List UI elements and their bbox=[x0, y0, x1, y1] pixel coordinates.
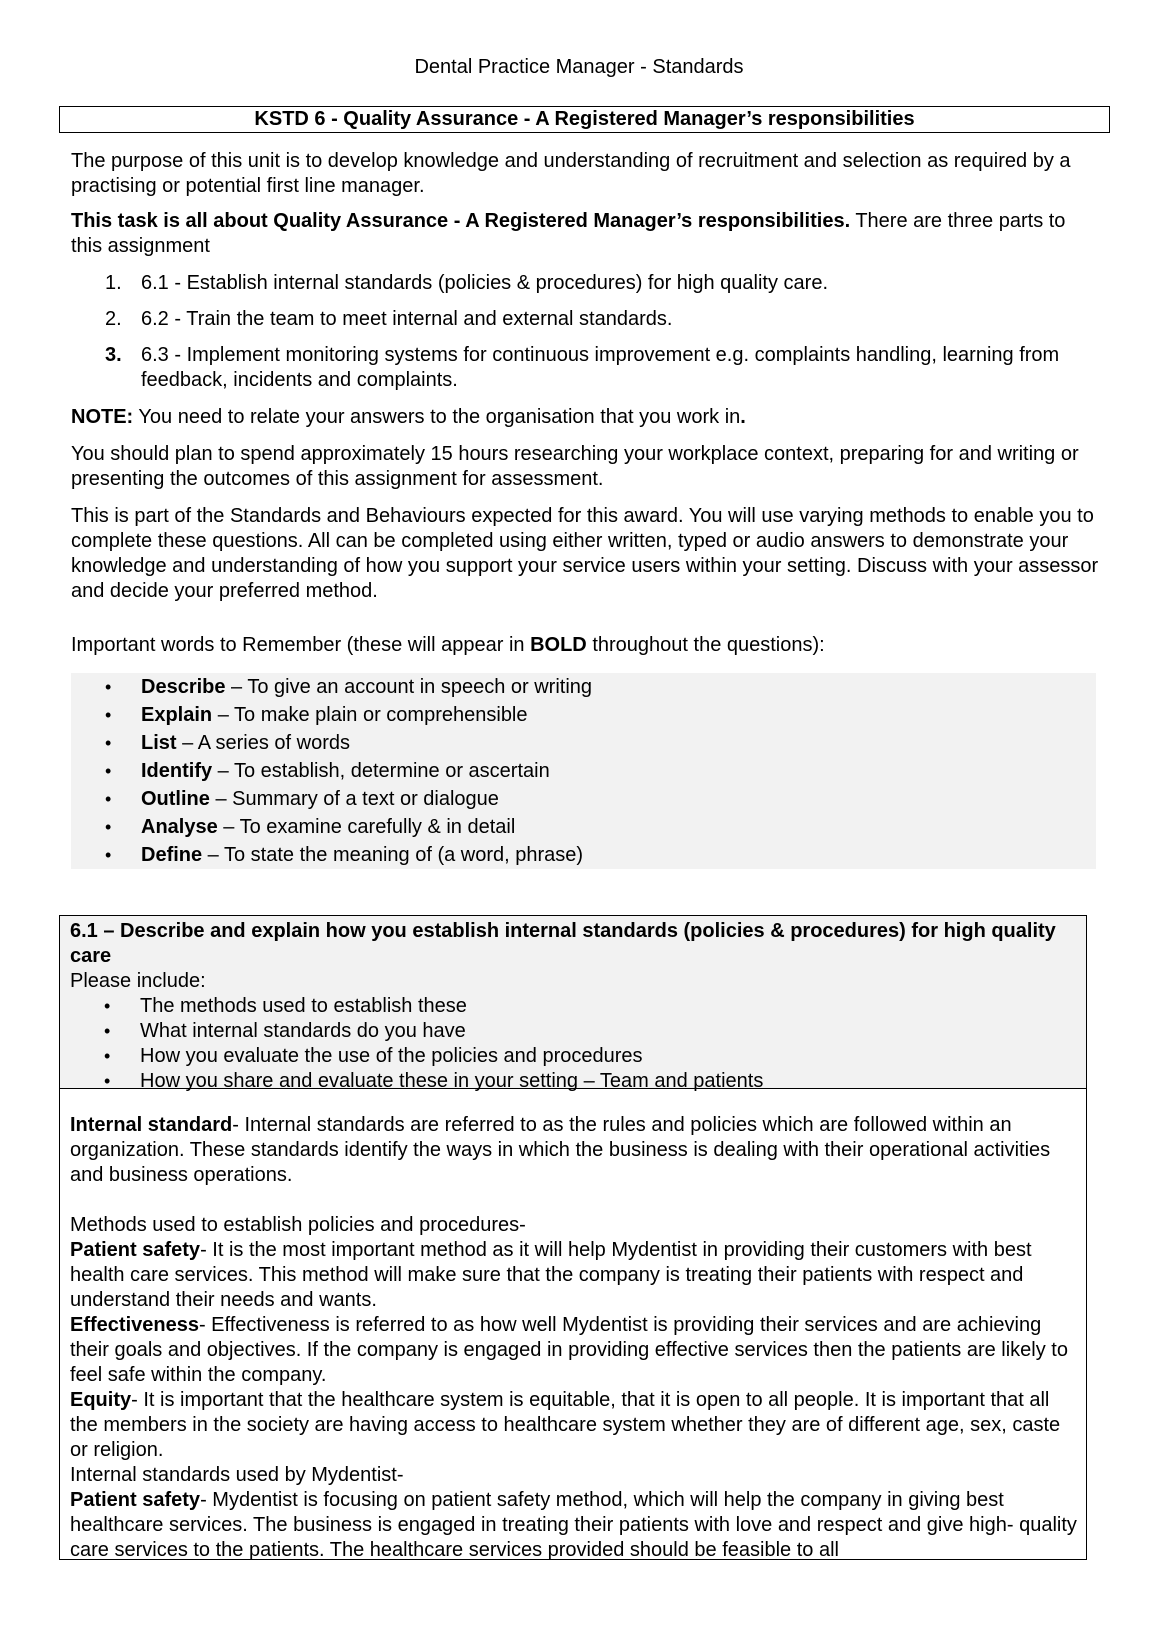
list-item bbox=[71, 813, 592, 841]
bullet-icon: • bbox=[104, 1021, 111, 1041]
purpose-paragraph bbox=[71, 149, 1101, 199]
word-definition: – To state the meaning of (a word, phrase) bbox=[202, 844, 584, 866]
word-definition: – A series of words bbox=[176, 732, 350, 754]
question-header-content bbox=[70, 919, 1075, 1094]
key-words-list bbox=[71, 673, 592, 869]
standards-paragraph bbox=[71, 504, 1101, 604]
note-end: . bbox=[740, 406, 746, 428]
question-include-label: Please include: bbox=[70, 970, 206, 992]
list-item bbox=[71, 271, 1106, 296]
question-table bbox=[59, 915, 1087, 1560]
methods-heading: Methods used to establish policies and procedures- bbox=[70, 1214, 526, 1236]
internal-standard-paragraph bbox=[70, 1113, 1082, 1188]
list-item-text: What internal standards do you have bbox=[140, 1020, 466, 1042]
effectiveness-text: - Effectiveness is referred to as how well Mydentist is providing their services and are achieving their goals and objectives. If the company is engaged in providing effective services then the patients are likely to feel safe within the company. bbox=[70, 1314, 1068, 1386]
task-intro-text bbox=[71, 209, 1101, 259]
note-label: NOTE: bbox=[71, 406, 134, 428]
word-definition: – To make plain or comprehensible bbox=[212, 704, 528, 726]
word-definition: – To establish, determine or ascertain bbox=[212, 760, 550, 782]
assignment-parts-list bbox=[71, 271, 1106, 404]
task-intro-paragraph bbox=[71, 209, 1101, 259]
bullet-icon: • bbox=[105, 705, 112, 725]
note-paragraph bbox=[71, 405, 1101, 430]
patient-safety-2-label: Patient safety bbox=[70, 1489, 201, 1511]
list-item-text: How you evaluate the use of the policies and procedures bbox=[140, 1045, 643, 1067]
word-term: Define bbox=[141, 844, 203, 866]
important-words-intro bbox=[71, 633, 1101, 658]
list-item-text: 6.1 - Establish internal standards (policies & procedures) for high quality care. bbox=[141, 272, 829, 294]
list-item bbox=[71, 841, 592, 869]
word-term: Explain bbox=[141, 704, 213, 726]
list-number: 2. bbox=[105, 308, 122, 330]
patient-safety-label: Patient safety bbox=[70, 1239, 201, 1261]
standards-text: This is part of the Standards and Behaviours expected for this award. You will use varying methods to enable you to complete these questions. All can be completed using either written, typed or audio answers to demonstrate your knowledge and understanding of how you support your service users within your setting. Discuss with your assessor and decide your preferred method. bbox=[71, 505, 1099, 602]
word-term: Describe bbox=[141, 676, 226, 698]
purpose-text: The purpose of this unit is to develop knowledge and understanding of recruitment and selection as required by a practising or potential first line manager. bbox=[71, 150, 1071, 197]
answer-cell bbox=[70, 1113, 1082, 1563]
important-bold: BOLD bbox=[530, 634, 587, 656]
list-item bbox=[71, 785, 592, 813]
paragraph-spacer bbox=[70, 1188, 1082, 1213]
bullet-icon: • bbox=[105, 817, 112, 837]
list-number: 3. bbox=[105, 344, 122, 366]
bullet-icon: • bbox=[105, 733, 112, 753]
effectiveness-paragraph bbox=[70, 1313, 1082, 1388]
equity-paragraph bbox=[70, 1388, 1082, 1463]
list-item-text: The methods used to establish these bbox=[140, 995, 467, 1017]
word-definition: – To examine carefully & in detail bbox=[217, 816, 516, 838]
effectiveness-label: Effectiveness bbox=[70, 1314, 199, 1336]
question-title: 6.1 – Describe and explain how you establish internal standards (policies & procedures) for high quality care bbox=[70, 920, 1056, 967]
page-header-title: Dental Practice Manager - Standards bbox=[414, 56, 744, 78]
equity-label: Equity bbox=[70, 1389, 132, 1411]
list-item-text: 6.2 - Train the team to meet internal and external standards. bbox=[141, 308, 673, 330]
patient-safety-paragraph bbox=[70, 1238, 1082, 1313]
bullet-icon: • bbox=[104, 1046, 111, 1066]
task-intro-rest: There are three parts to this assignment bbox=[71, 210, 1066, 257]
question-include-list bbox=[70, 994, 1075, 1094]
bullet-icon: • bbox=[104, 1071, 111, 1091]
list-item bbox=[71, 673, 592, 701]
word-term: List bbox=[141, 732, 177, 754]
patient-safety-text: - It is the most important method as it will help Mydentist in providing their customers with best health care services. This method will make sure that the company is treating their patients with respect and understand their needs and wants. bbox=[70, 1239, 1032, 1311]
word-term: Identify bbox=[141, 760, 213, 782]
important-words-text bbox=[71, 633, 1101, 658]
bullet-icon: • bbox=[105, 845, 112, 865]
question-header-cell bbox=[60, 916, 1086, 1092]
list-item bbox=[70, 994, 1075, 1019]
list-item bbox=[71, 701, 592, 729]
word-definition: – Summary of a text or dialogue bbox=[209, 788, 499, 810]
patient-safety-2-text: - Mydentist is focusing on patient safety method, which will help the company in giving best healthcare services. The business is engaged in treating their patients with love and respect and give high- quality care services to the patients. The healthcare services provided should be feasible to all bbox=[70, 1489, 1077, 1561]
plan-paragraph bbox=[71, 442, 1101, 492]
list-item-text: How you share and evaluate these in your setting – Team and patients bbox=[140, 1070, 764, 1092]
note-body: You need to relate your answers to the organisation that you work in bbox=[133, 406, 741, 428]
task-intro-bold: This task is all about Quality Assurance - A Registered Manager’s responsibilities. bbox=[71, 210, 851, 232]
unit-title-box: KSTD 6 - Quality Assurance - A Registered Manager’s responsibilities bbox=[59, 106, 1110, 133]
patient-safety-2-paragraph bbox=[70, 1488, 1082, 1563]
internal-standards-heading: Internal standards used by Mydentist- bbox=[70, 1464, 404, 1486]
bullet-icon: • bbox=[104, 996, 111, 1016]
word-term: Analyse bbox=[141, 816, 218, 838]
list-item bbox=[71, 757, 592, 785]
key-words-box bbox=[71, 673, 1096, 869]
bullet-icon: • bbox=[105, 761, 112, 781]
word-term: Outline bbox=[141, 788, 210, 810]
plan-text: You should plan to spend approximately 15 hours researching your workplace context, preparing for and writing or presenting the outcomes of this assignment for assessment. bbox=[71, 443, 1079, 490]
list-item bbox=[70, 1019, 1075, 1044]
internal-standard-text: - Internal standards are referred to as the rules and policies which are followed within an organization. These standards identify the ways in which the business is dealing with their operational activities and business operations. bbox=[70, 1114, 1051, 1186]
internal-standard-label: Internal standard bbox=[70, 1114, 233, 1136]
equity-text: - It is important that the healthcare system is equitable, that it is open to all people. It is important that all the members in the society are having access to healthcare system whether they are of different age, sex, caste or religion. bbox=[70, 1389, 1061, 1461]
list-number: 1. bbox=[105, 272, 122, 294]
word-definition: – To give an account in speech or writing bbox=[225, 676, 593, 698]
list-item bbox=[71, 343, 1106, 393]
list-item-text: 6.3 - Implement monitoring systems for continuous improvement e.g. complaints handling, learning from feedback, incidents and complaints. bbox=[141, 344, 1060, 391]
list-item bbox=[70, 1044, 1075, 1069]
list-item bbox=[71, 729, 592, 757]
important-before: Important words to Remember (these will appear in bbox=[71, 634, 531, 656]
bullet-icon: • bbox=[105, 789, 112, 809]
note-text bbox=[71, 405, 1101, 430]
important-after: throughout the questions): bbox=[586, 634, 825, 656]
list-item bbox=[70, 1069, 1075, 1094]
list-item bbox=[71, 307, 1106, 332]
bullet-icon: • bbox=[105, 677, 112, 697]
